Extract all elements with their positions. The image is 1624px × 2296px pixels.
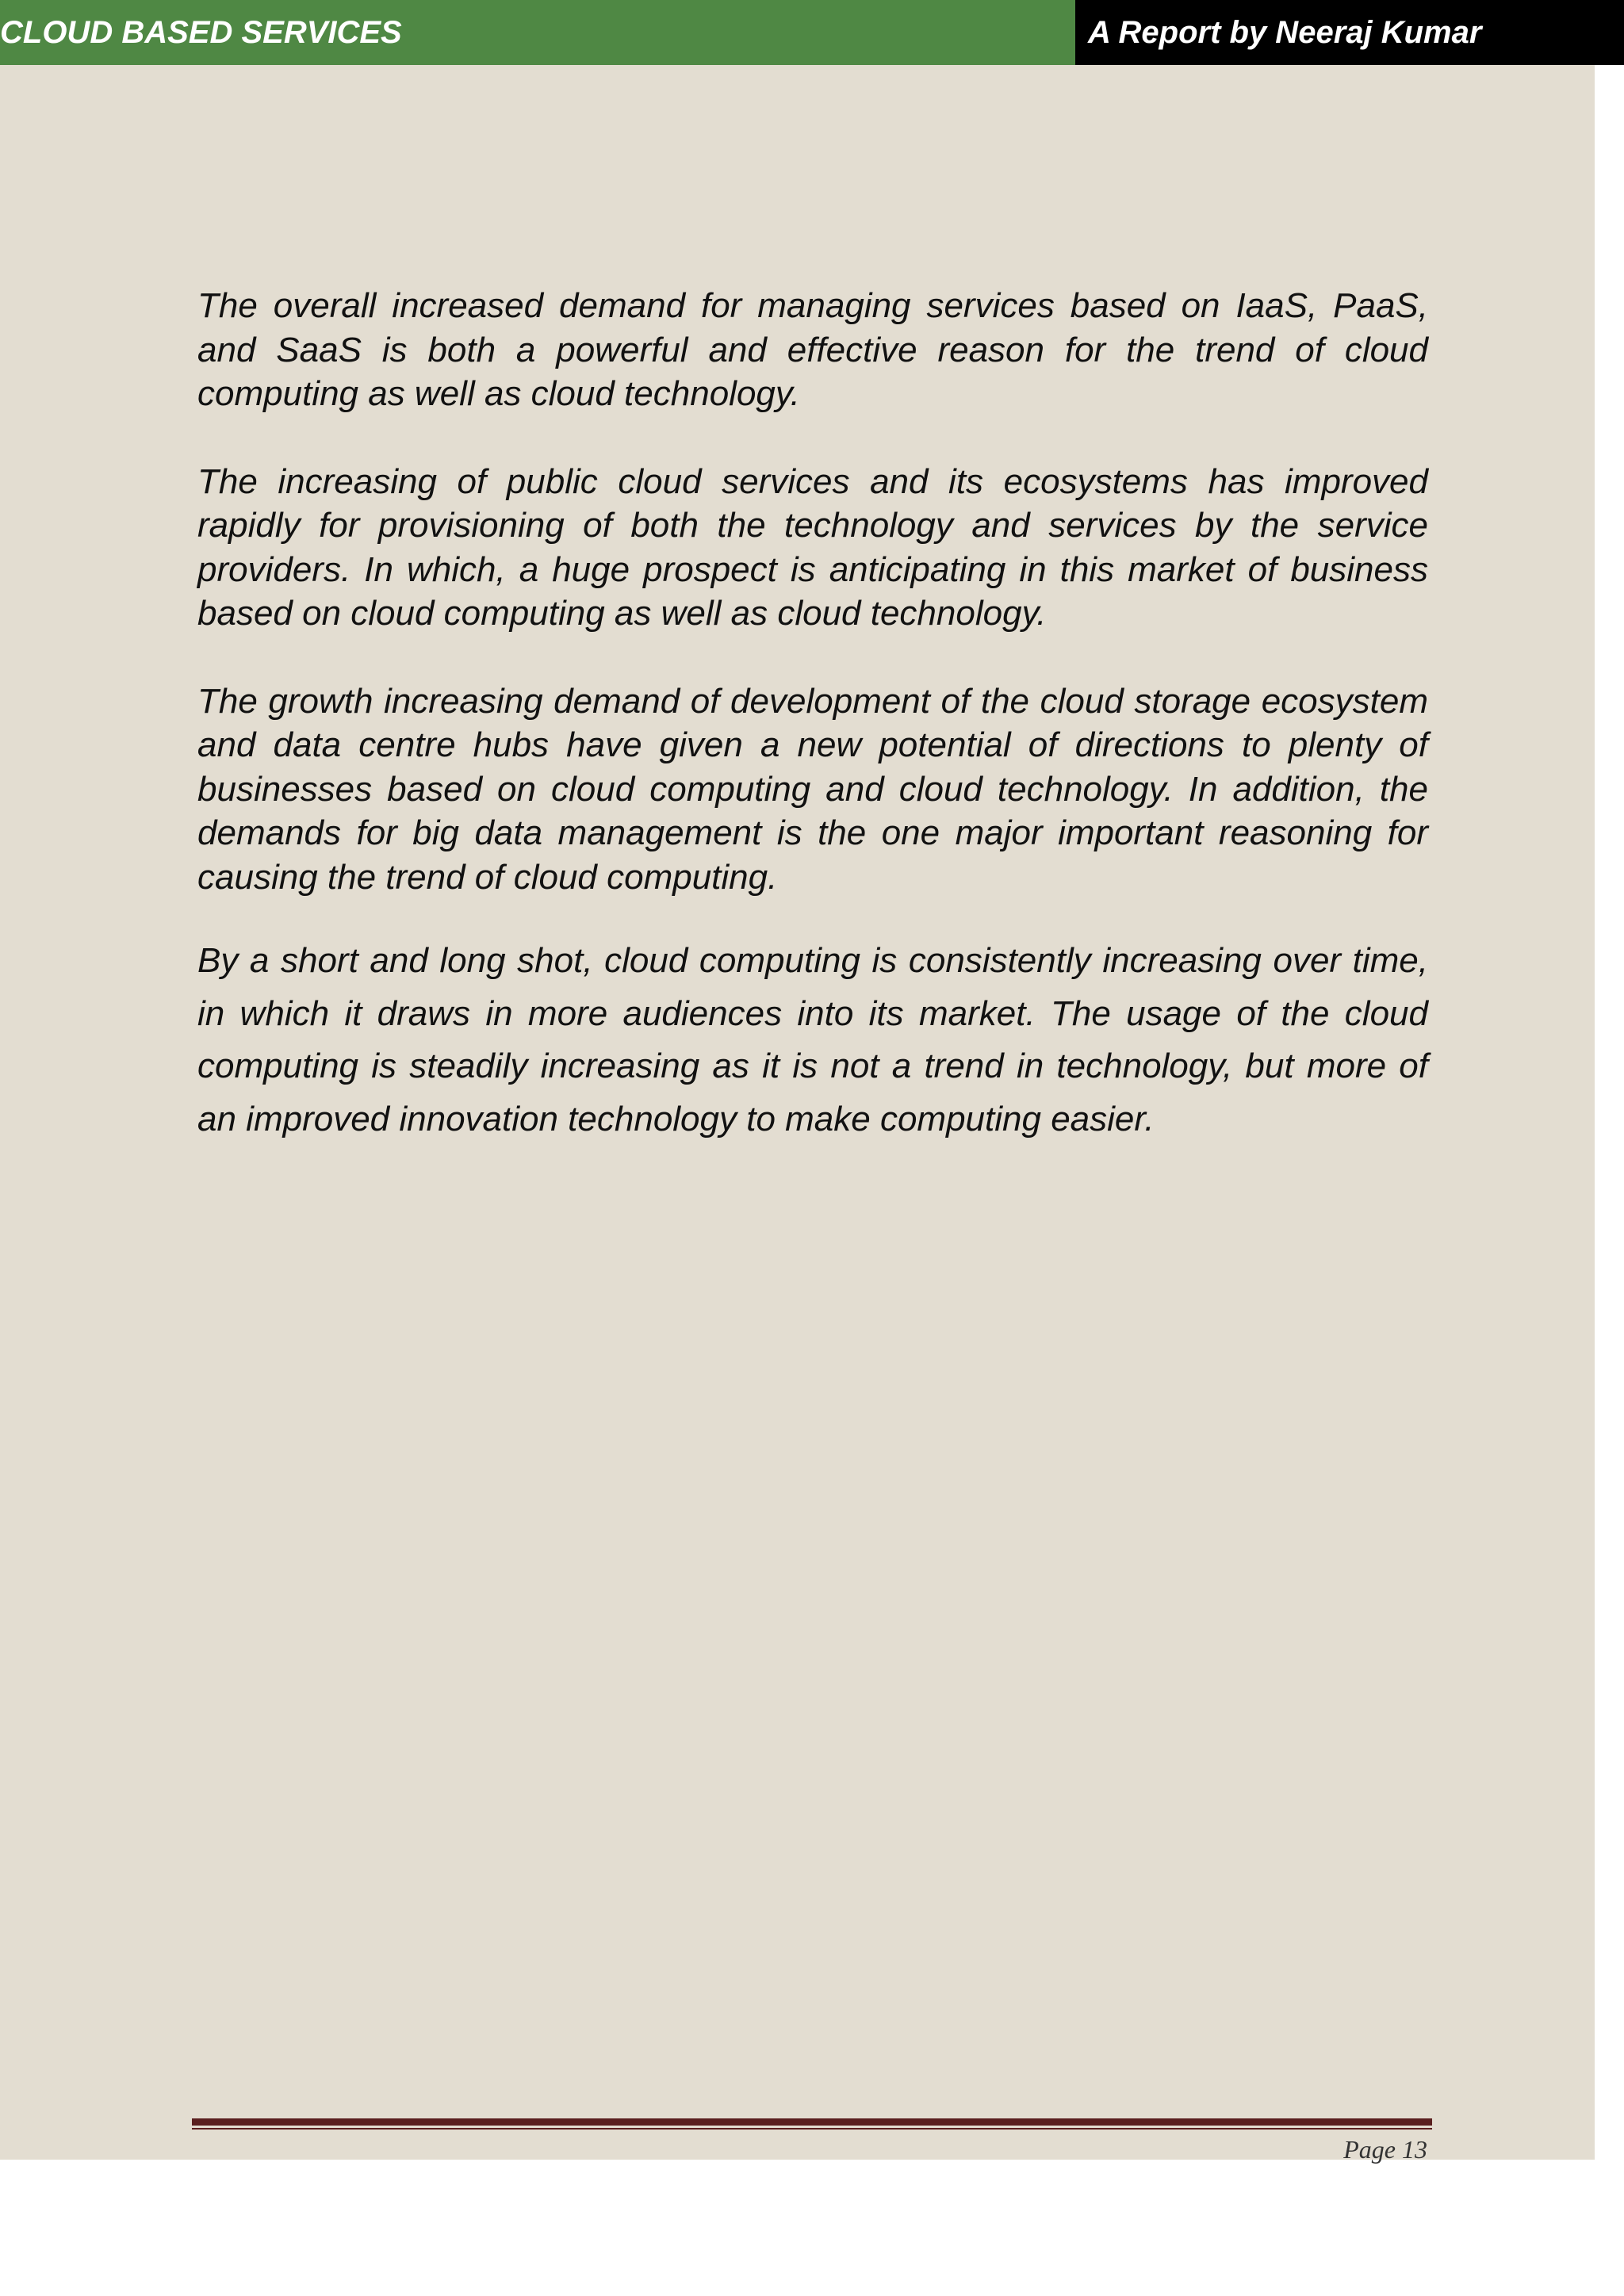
header-title: CLOUD BASED SERVICES: [0, 0, 1075, 65]
footer-rule-thick: [192, 2118, 1432, 2126]
footer-rule-thin: [192, 2128, 1432, 2130]
paragraph-growth: The growth increasing demand of development of the cloud storage ecosystem and data centre hubs have given a new potential of directions to plenty of businesses based on cloud computing and cloud technology. In addition, the demands for big data management is the one major important reasoning for causing the trend of cloud computing.: [197, 681, 1428, 897]
header-author: A Report by Neeraj Kumar: [1075, 0, 1624, 65]
paragraph-public-cloud: The increasing of public cloud services and its ecosystems has improved rapidly for provisioning of both the technology and services by the service providers. In which, a huge prospect is anticipating in this market of business based on cloud computing as well as cloud technology.: [197, 461, 1428, 633]
report-content: [197, 284, 1428, 1146]
page-number: Page 13: [1343, 2135, 1427, 2164]
paragraph-demand: The overall increased demand for managing services based on IaaS, PaaS, and SaaS is both a powerful and effective reason for the trend of cloud computing as well as cloud technology.: [197, 286, 1428, 413]
paragraph-conclusion: By a short and long shot, cloud computing is consistently increasing over time, in which it draws in more audiences into its market. The usage of the cloud computing is steadily increasing as it is not a trend in technology, but more of an improved innovation technology to make computing easier.: [197, 941, 1428, 1138]
